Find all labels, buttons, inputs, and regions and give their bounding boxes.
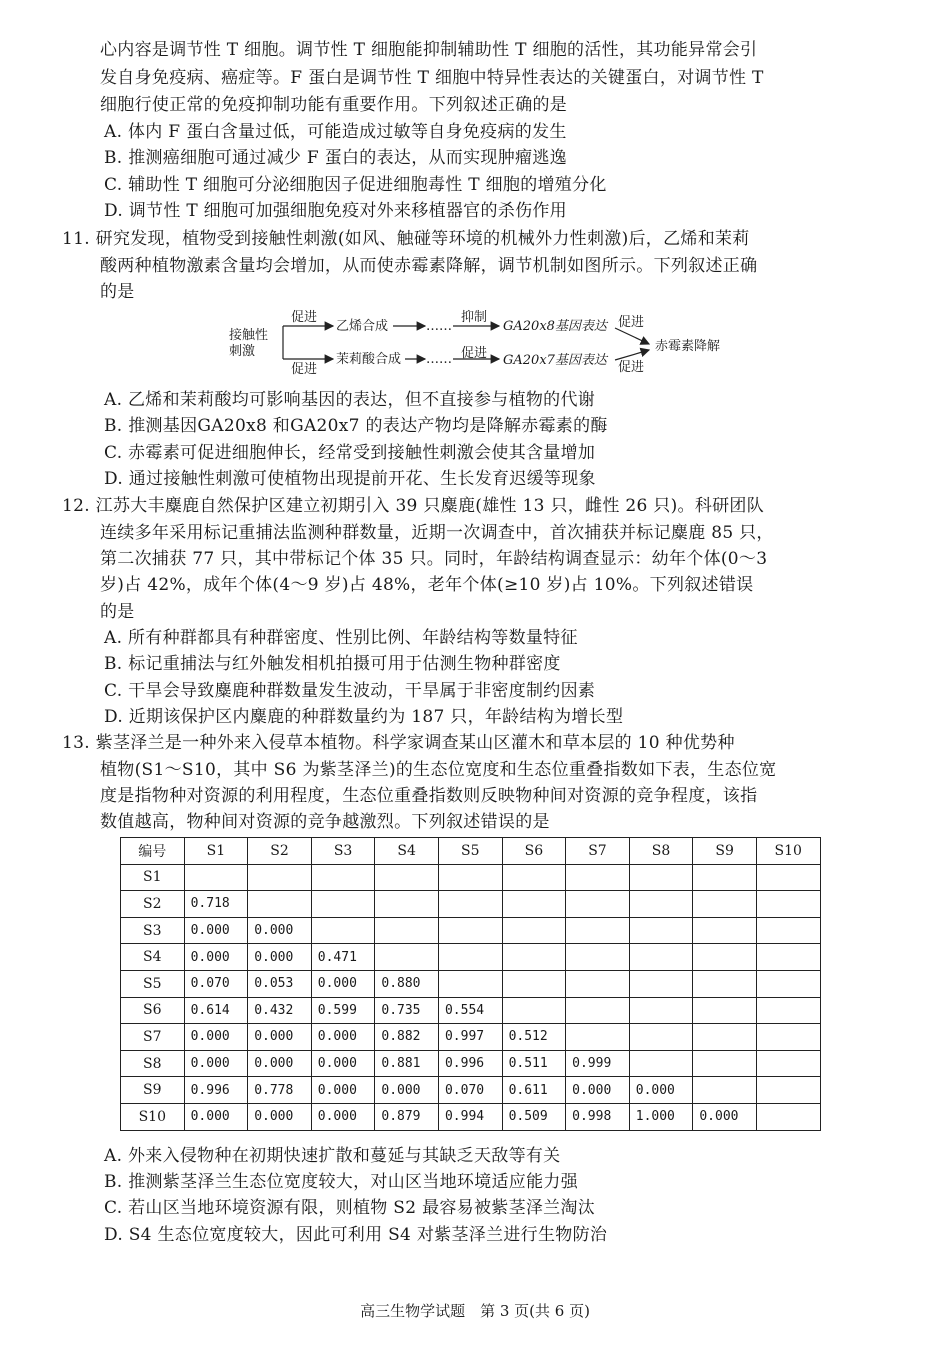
table-cell: 0.996 [184, 1077, 248, 1104]
table-row [121, 1077, 821, 1104]
stimulus-label-2: 刺激 [229, 344, 256, 359]
table-cell [248, 864, 312, 891]
table-header-cell: S7 [566, 838, 630, 865]
table-cell [375, 864, 439, 891]
table-cell [502, 944, 566, 971]
promote-label-2: 促进 [291, 362, 318, 377]
table-cell [438, 970, 502, 997]
table-cell: 0.000 [311, 1077, 375, 1104]
q11-option-b: B. 推测基因GA20x8 和GA20x7 的表达产物均是降解赤霉素的酶 [104, 416, 608, 436]
table-cell [756, 1024, 820, 1051]
table-header-cell: 编号 [121, 838, 185, 865]
q13-stem-line-3: 度是指物种对资源的利用程度，生态位重叠指数则反映物种间对资源的竞争程度，该指 [100, 786, 758, 806]
table-cell: 0.070 [438, 1077, 502, 1104]
table-cell: 0.000 [693, 1103, 757, 1130]
dots-2: …… [426, 352, 452, 367]
q11-stem-line-3: 的是 [100, 282, 135, 302]
table-cell [756, 1077, 820, 1104]
table-cell [311, 891, 375, 918]
promote-label-5: 促进 [618, 360, 645, 375]
table-cell: 0.998 [566, 1103, 630, 1130]
table-row [121, 997, 821, 1024]
table-cell: 0.053 [248, 970, 312, 997]
q13-option-c: C. 若山区当地环境资源有限，则植物 S2 最容易被紫茎泽兰淘汰 [104, 1198, 596, 1218]
table-row-label: S4 [121, 944, 185, 971]
table-row-label: S9 [121, 1077, 185, 1104]
table-cell: 0.471 [311, 944, 375, 971]
ethylene-synthesis: 乙烯合成 [336, 319, 389, 334]
table-row [121, 970, 821, 997]
q10-option-b: B. 推测癌细胞可通过减少 F 蛋白的表达，从而实现肿瘤逃逸 [104, 148, 567, 168]
table-header-cell: S8 [629, 838, 693, 865]
table-header-cell: S6 [502, 838, 566, 865]
table-cell [756, 891, 820, 918]
table-cell: 0.614 [184, 997, 248, 1024]
table-cell: 0.000 [184, 1103, 248, 1130]
table-cell: 0.994 [438, 1103, 502, 1130]
table-header-cell: S4 [375, 838, 439, 865]
table-cell [629, 944, 693, 971]
table-cell [629, 997, 693, 1024]
table-cell [756, 917, 820, 944]
q10-line-2: 发自身免疫病、癌症等。F 蛋白是调节性 T 细胞中特异性表达的关键蛋白，对调节性 T [100, 68, 764, 88]
table-header-cell: S10 [756, 838, 820, 865]
gene-ga20x7-expression: GA20x7基因表达 [503, 353, 607, 368]
table-header-row [121, 838, 821, 865]
table-cell [693, 891, 757, 918]
table-cell: 0.000 [248, 1103, 312, 1130]
table-row-label: S10 [121, 1103, 185, 1130]
table-cell: 0.000 [184, 1024, 248, 1051]
q12-stem-line-5: 的是 [100, 602, 135, 622]
table-cell [438, 891, 502, 918]
q13-option-d: D. S4 生态位宽度较大，因此可利用 S4 对紫茎泽兰进行生物防治 [104, 1225, 608, 1245]
q12-stem-line-4: 岁)占 42%，成年个体(4～9 岁)占 48%，老年个体(≥10 岁)占 10%。下列叙述错误 [100, 575, 754, 595]
table-cell [693, 970, 757, 997]
table-cell: 0.000 [248, 1050, 312, 1077]
gene-ga20x8-expression: GA20x8基因表达 [503, 319, 607, 334]
table-cell: 0.432 [248, 997, 312, 1024]
table-cell: 0.000 [248, 1024, 312, 1051]
table-row-label: S1 [121, 864, 185, 891]
table-cell [629, 864, 693, 891]
gibberellin-degradation: 赤霉素降解 [655, 339, 721, 354]
table-cell [629, 917, 693, 944]
table-cell: 0.997 [438, 1024, 502, 1051]
table-cell: 0.512 [502, 1024, 566, 1051]
table-cell [629, 891, 693, 918]
q10-option-a: A. 体内 F 蛋白含量过低，可能造成过敏等自身免疫病的发生 [104, 122, 567, 142]
q12-option-d: D. 近期该保护区内麋鹿的种群数量约为 187 只，年龄结构为增长型 [104, 707, 624, 727]
table-cell: 0.000 [184, 944, 248, 971]
table-cell [693, 864, 757, 891]
table-cell: 1.000 [629, 1103, 693, 1130]
q13-option-a: A. 外来入侵物种在初期快速扩散和蔓延与其缺乏天敌等有关 [104, 1146, 561, 1166]
table-cell: 0.778 [248, 1077, 312, 1104]
q13-option-b: B. 推测紫茎泽兰生态位宽度较大，对山区当地环境适应能力强 [104, 1172, 578, 1192]
table-header-cell: S5 [438, 838, 502, 865]
table-cell [756, 1050, 820, 1077]
table-cell [184, 864, 248, 891]
table-cell: 0.599 [311, 997, 375, 1024]
table-cell [502, 864, 566, 891]
table-row [121, 1103, 821, 1130]
q13-stem-line-1: 13. 紫茎泽兰是一种外来入侵草本植物。科学家调查某山区灌木和草本层的 10 种优势种 [62, 733, 735, 753]
table-cell: 0.000 [184, 1050, 248, 1077]
q11-stem-line-1: 11. 研究发现，植物受到接触性刺激(如风、触碰等环境的机械外力性刺激)后，乙烯和茉莉 [62, 229, 750, 249]
table-cell [502, 891, 566, 918]
promote-label-4: 促进 [618, 315, 645, 330]
table-cell: 0.000 [248, 917, 312, 944]
table-cell [375, 891, 439, 918]
q12-stem-line-2: 连续多年采用标记重捕法监测种群数量，近期一次调查中，首次捕获并标记麋鹿 85 只， [100, 523, 774, 543]
table-row-label: S5 [121, 970, 185, 997]
table-cell [566, 891, 630, 918]
table-cell: 0.554 [438, 997, 502, 1024]
q11-mechanism-diagram [225, 310, 745, 380]
table-cell: 0.000 [311, 1103, 375, 1130]
table-cell: 0.000 [629, 1077, 693, 1104]
table-header-cell: S2 [248, 838, 312, 865]
inhibit-label: 抑制 [461, 310, 488, 325]
q10-line-3: 细胞行使正常的免疫抑制功能有重要作用。下列叙述正确的是 [100, 95, 568, 115]
table-cell [756, 1103, 820, 1130]
table-cell: 0.880 [375, 970, 439, 997]
table-cell: 0.882 [375, 1024, 439, 1051]
table-cell: 0.718 [184, 891, 248, 918]
table-row [121, 864, 821, 891]
table-row-label: S3 [121, 917, 185, 944]
table-cell [566, 997, 630, 1024]
table-header-cell: S3 [311, 838, 375, 865]
table-row-label: S2 [121, 891, 185, 918]
q13-stem-line-4: 数值越高，物种间对资源的竞争越激烈。下列叙述错误的是 [100, 812, 550, 832]
niche-overlap-table [120, 837, 821, 1131]
q12-option-b: B. 标记重捕法与红外触发相机拍摄可用于估测生物种群密度 [104, 654, 561, 674]
table-cell: 0.509 [502, 1103, 566, 1130]
table-cell: 0.881 [375, 1050, 439, 1077]
table-cell [629, 970, 693, 997]
table-cell [756, 864, 820, 891]
table-cell: 0.000 [311, 1024, 375, 1051]
table-cell [311, 917, 375, 944]
jasmonic-synthesis: 茉莉酸合成 [336, 352, 402, 367]
table-header-cell: S1 [184, 838, 248, 865]
table-cell [311, 864, 375, 891]
stimulus-label-1: 接触性 [229, 328, 269, 343]
table-cell [566, 864, 630, 891]
table-cell [502, 917, 566, 944]
promote-label-3: 促进 [461, 346, 488, 361]
table-cell [693, 1077, 757, 1104]
q11-option-d: D. 通过接触性刺激可使植物出现提前开花、生长发育迟缓等现象 [104, 469, 596, 489]
table-body [121, 864, 821, 1130]
table-cell [756, 944, 820, 971]
table-row [121, 891, 821, 918]
table-cell [693, 917, 757, 944]
table-cell: 0.735 [375, 997, 439, 1024]
q12-stem-line-3: 第二次捕获 77 只，其中带标记个体 35 只。同时，年龄结构调查显示：幼年个体(0～3 [100, 549, 768, 569]
table-cell [693, 1024, 757, 1051]
table-cell: 0.000 [566, 1077, 630, 1104]
table-cell: 0.000 [248, 944, 312, 971]
table-cell [566, 917, 630, 944]
table-row [121, 1050, 821, 1077]
q13-stem-line-2: 植物(S1～S10，其中 S6 为紫茎泽兰)的生态位宽度和生态位重叠指数如下表，生态位宽 [100, 760, 777, 780]
q12-stem-line-1: 12. 江苏大丰麋鹿自然保护区建立初期引入 39 只麋鹿(雄性 13 只，雌性 26 只)。科研团队 [62, 496, 765, 516]
table-cell [693, 997, 757, 1024]
table-cell: 0.879 [375, 1103, 439, 1130]
q12-option-c: C. 干旱会导致麋鹿种群数量发生波动，干旱属于非密度制约因素 [104, 681, 596, 701]
table-cell [375, 944, 439, 971]
q12-option-a: A. 所有种群都具有种群密度、性别比例、年龄结构等数量特征 [104, 628, 578, 648]
table-cell: 0.000 [184, 917, 248, 944]
q10-option-d: D. 调节性 T 细胞可加强细胞免疫对外来移植器官的杀伤作用 [104, 201, 567, 221]
table-cell: 0.000 [311, 970, 375, 997]
table-cell [566, 944, 630, 971]
table-cell [438, 917, 502, 944]
table-row [121, 917, 821, 944]
table-row-label: S7 [121, 1024, 185, 1051]
table-cell [502, 970, 566, 997]
q11-option-a: A. 乙烯和茉莉酸均可影响基因的表达，但不直接参与植物的代谢 [104, 390, 596, 410]
table-cell [375, 917, 439, 944]
q10-option-c: C. 辅助性 T 细胞可分泌细胞因子促进细胞毒性 T 细胞的增殖分化 [104, 175, 607, 195]
table-cell: 0.000 [375, 1077, 439, 1104]
q11-option-c: C. 赤霉素可促进细胞伸长，经常受到接触性刺激会使其含量增加 [104, 443, 596, 463]
q10-line-1: 心内容是调节性 T 细胞。调节性 T 细胞能抑制辅助性 T 细胞的活性，其功能异常会引 [100, 40, 758, 60]
table-header-cell: S9 [693, 838, 757, 865]
table-cell [693, 1050, 757, 1077]
table-cell [756, 970, 820, 997]
table-row-label: S8 [121, 1050, 185, 1077]
table-row [121, 944, 821, 971]
page-footer: 高三生物学试题 第 3 页(共 6 页) [360, 1302, 590, 1320]
table-cell: 0.611 [502, 1077, 566, 1104]
table-cell: 0.070 [184, 970, 248, 997]
promote-label-1: 促进 [291, 310, 318, 325]
table-cell [629, 1024, 693, 1051]
table-cell [566, 1024, 630, 1051]
table-cell [629, 1050, 693, 1077]
table-cell [438, 944, 502, 971]
table-cell [502, 997, 566, 1024]
table-cell [248, 891, 312, 918]
q11-stem-line-2: 酸两种植物激素含量均会增加，从而使赤霉素降解，调节机制如图所示。下列叙述正确 [100, 256, 758, 276]
table-cell: 0.000 [311, 1050, 375, 1077]
table-row-label: S6 [121, 997, 185, 1024]
dots-1: …… [426, 319, 452, 334]
table-cell [693, 944, 757, 971]
scan-top-edge [0, 0, 950, 12]
table-cell [566, 970, 630, 997]
table-cell: 0.996 [438, 1050, 502, 1077]
table-cell [438, 864, 502, 891]
table-row [121, 1024, 821, 1051]
table-cell [756, 997, 820, 1024]
table-cell: 0.999 [566, 1050, 630, 1077]
table-cell: 0.511 [502, 1050, 566, 1077]
